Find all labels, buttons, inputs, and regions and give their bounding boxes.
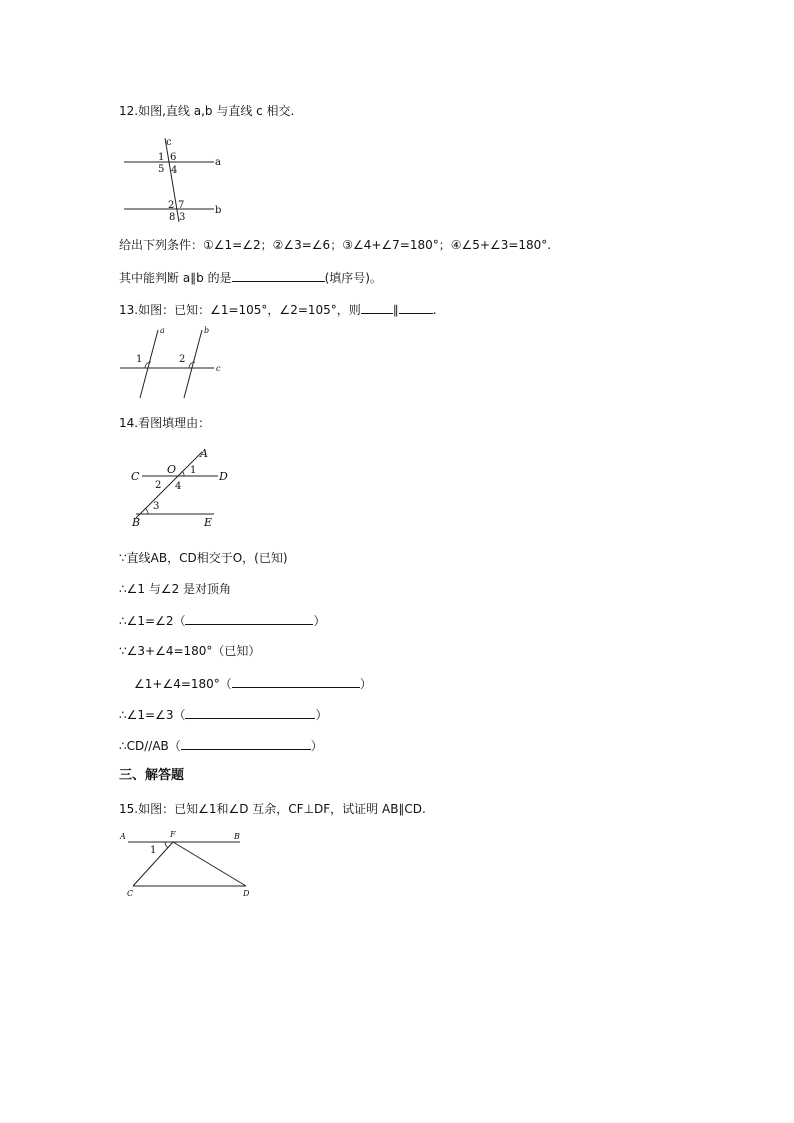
q14-figure	[126, 446, 236, 532]
q13-parallel-symbol: ∥	[392, 303, 399, 317]
q14-step-1: ∵直线AB，CD相交于O，(已知)	[119, 551, 288, 565]
q14-reason-blank-2[interactable]	[232, 675, 360, 688]
q15-label-F: F	[170, 830, 176, 839]
q12-label-7: 7	[178, 200, 185, 211]
q13-stem-line	[119, 301, 437, 318]
q14-step-3-close: ）	[313, 614, 326, 628]
q12-stem: 12.如图,直线 a,b 与直线 c 相交.	[119, 104, 295, 118]
q14-angle-3-arc	[145, 508, 148, 514]
q12-conditions: 给出下列条件：①∠1=∠2；②∠3=∠6；③∠4+∠7=180°；④∠5+∠3=180°.	[119, 238, 552, 252]
q12-question	[119, 269, 382, 286]
q12-label-1: 1	[158, 152, 165, 163]
q14-label-4: 4	[175, 481, 182, 492]
q13-blank-1[interactable]	[361, 301, 393, 314]
q13-label-a: a	[160, 326, 165, 335]
q14-label-D: D	[219, 470, 228, 483]
q14-angle-1-arc	[182, 471, 184, 476]
q12-label-3: 3	[179, 212, 186, 223]
q14-step-5-text: ∠1+∠4=180°（	[134, 677, 232, 691]
q14-step-3	[119, 612, 326, 629]
q15-figure	[118, 826, 258, 902]
q13-blank-2[interactable]	[399, 301, 433, 314]
q12-label-b: b	[215, 205, 222, 216]
q14-label-1: 1	[190, 465, 197, 476]
q15-angle-1-arc	[165, 842, 168, 848]
q13-end: .	[432, 303, 437, 317]
q12-label-a: a	[215, 157, 221, 168]
q12-label-c: c	[166, 137, 172, 148]
q15-segment-fd	[173, 842, 246, 886]
section-heading: 三、解答题	[119, 768, 185, 783]
q13-line-b	[184, 330, 202, 398]
q13-label-2: 2	[179, 354, 186, 365]
q14-step-6-close: ）	[315, 708, 328, 722]
q15-label-C: C	[127, 889, 134, 898]
q14-step-6-text: ∴∠1=∠3（	[119, 708, 186, 722]
q14-label-B: B	[132, 516, 141, 529]
q14-step-2: ∴∠1 与∠2 是对顶角	[119, 582, 232, 596]
q12-label-2: 2	[168, 200, 175, 211]
q12-figure	[118, 136, 228, 224]
q13-line-a	[140, 330, 158, 398]
q14-label-3: 3	[153, 501, 160, 512]
q12-label-4: 4	[171, 165, 178, 176]
q14-step-7	[119, 737, 323, 754]
q14-reason-blank-4[interactable]	[181, 737, 311, 750]
q15-stem: 15.如图：已知∠1和∠D 互余，CF⊥DF，试证明 AB∥CD.	[119, 802, 426, 816]
q13-label-b: b	[204, 326, 210, 335]
q12-question-suffix: (填序号)。	[324, 271, 382, 285]
q14-reason-blank-1[interactable]	[185, 612, 313, 625]
q13-label-c: c	[216, 364, 221, 373]
q14-step-4: ∵∠3+∠4=180°（已知）	[119, 644, 261, 658]
q12-label-5: 5	[158, 164, 165, 175]
q14-line-ab	[136, 452, 202, 518]
q13-label-1: 1	[136, 354, 143, 365]
q15-label-B: B	[234, 832, 240, 841]
q14-label-A: A	[200, 447, 208, 460]
q13-figure	[118, 324, 228, 400]
q15-label-1: 1	[150, 845, 157, 856]
q14-reason-blank-3[interactable]	[185, 706, 315, 719]
q12-answer-blank[interactable]	[232, 269, 325, 282]
q14-stem: 14.看图填理由：	[119, 416, 211, 430]
q14-step-6	[119, 706, 328, 723]
q14-label-O: O	[167, 463, 177, 476]
q14-label-E: E	[204, 516, 213, 529]
q12-question-text: 其中能判断 a∥b 的是	[119, 271, 232, 285]
q14-step-7-text: ∴CD//AB（	[119, 739, 181, 753]
q14-label-2: 2	[155, 480, 162, 491]
q14-step-3-text: ∴∠1=∠2（	[119, 614, 186, 628]
q15-label-D: D	[243, 889, 250, 898]
q14-step-7-close: ）	[310, 739, 323, 753]
q14-label-C: C	[131, 470, 140, 483]
q13-stem: 13.如图：已知：∠1=105°，∠2=105°，则	[119, 303, 361, 317]
q14-step-5-close: ）	[359, 677, 372, 691]
q15-label-A: A	[120, 832, 126, 841]
q12-label-8: 8	[169, 212, 176, 223]
q12-label-6: 6	[170, 152, 177, 163]
q14-step-5	[134, 675, 372, 692]
